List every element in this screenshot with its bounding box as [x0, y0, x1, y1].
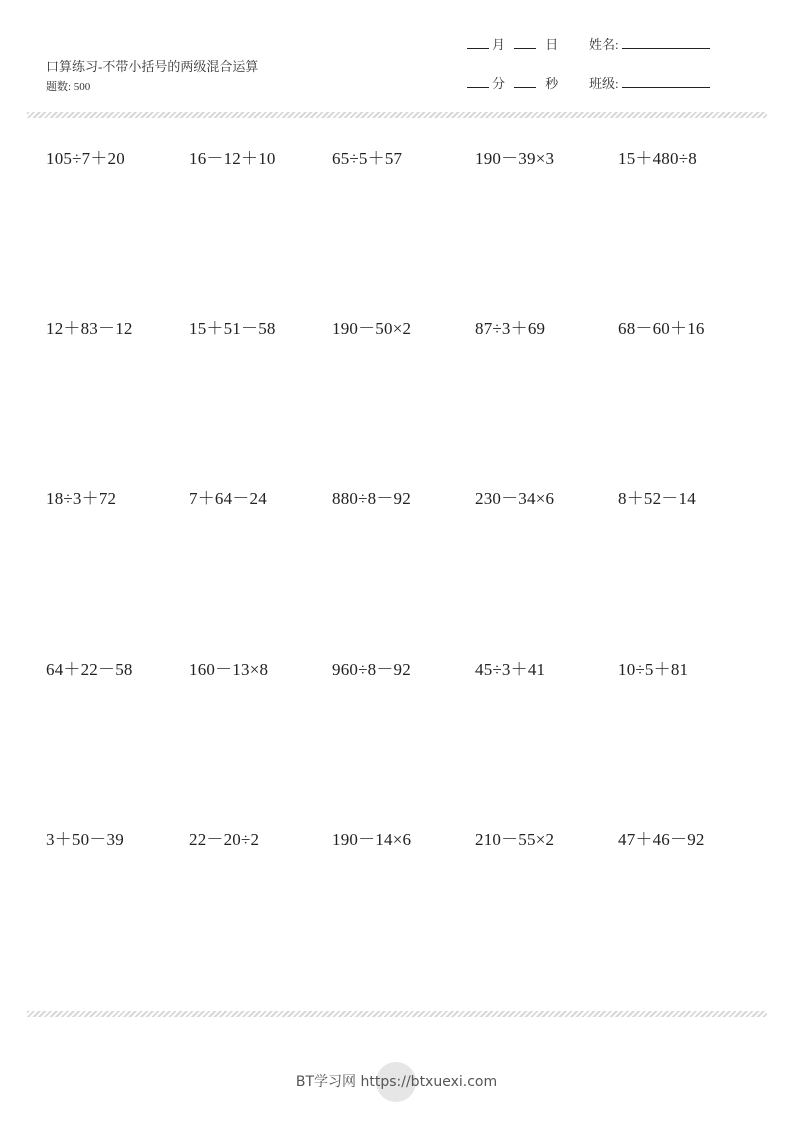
time-field — [464, 73, 558, 92]
problem: 190－39×3 — [475, 149, 555, 168]
day-label: 日 — [545, 37, 559, 52]
problem: 7＋64－24 — [189, 489, 267, 508]
minute-label: 分 — [492, 76, 506, 91]
site-name: BT学习网 — [295, 1074, 357, 1090]
class-blank[interactable] — [622, 77, 710, 88]
problem: 160－13×8 — [189, 660, 269, 679]
problem: 47＋46－92 — [618, 830, 705, 849]
worksheet-title: 口算练习-不带小括号的两级混合运算 — [46, 59, 259, 74]
problem: 10÷5＋81 — [618, 660, 689, 679]
problem: 16－12＋10 — [189, 149, 276, 168]
site-footer — [0, 1071, 793, 1091]
problem: 15＋51－58 — [189, 319, 276, 338]
problem: 3＋50－39 — [46, 830, 124, 849]
problem: 880÷8－92 — [332, 489, 411, 508]
minute-blank[interactable] — [467, 77, 489, 88]
problem: 22－20÷2 — [189, 830, 260, 849]
problem: 65÷5＋57 — [332, 149, 403, 168]
problem: 105÷7＋20 — [46, 149, 125, 168]
problem: 230－34×6 — [475, 489, 555, 508]
month-label: 月 — [492, 37, 506, 52]
name-label: 姓名: — [589, 37, 619, 52]
second-label: 秒 — [545, 76, 559, 91]
problem: 68－60＋16 — [618, 319, 705, 338]
second-blank[interactable] — [514, 77, 536, 88]
problem: 45÷3＋41 — [475, 660, 546, 679]
class-field — [589, 73, 713, 92]
problem-count: 题数: 500 — [46, 81, 91, 93]
problem: 210－55×2 — [475, 830, 555, 849]
problem: 15＋480÷8 — [618, 149, 697, 168]
date-field — [464, 34, 558, 53]
name-blank[interactable] — [622, 38, 710, 49]
name-field — [589, 34, 713, 53]
problem: 64＋22－58 — [46, 660, 133, 679]
problem: 18÷3＋72 — [46, 489, 117, 508]
problem: 8＋52－14 — [618, 489, 696, 508]
problem: 190－50×2 — [332, 319, 412, 338]
site-url[interactable]: https://btxuexi.com — [360, 1074, 498, 1090]
problem: 190－14×6 — [332, 830, 412, 849]
problem: 960÷8－92 — [332, 660, 411, 679]
bottom-divider — [27, 1011, 767, 1017]
problem: 12＋83－12 — [46, 319, 133, 338]
month-blank[interactable] — [467, 38, 489, 49]
day-blank[interactable] — [514, 38, 536, 49]
top-divider — [27, 112, 767, 118]
class-label: 班级: — [589, 76, 619, 91]
problem: 87÷3＋69 — [475, 319, 546, 338]
